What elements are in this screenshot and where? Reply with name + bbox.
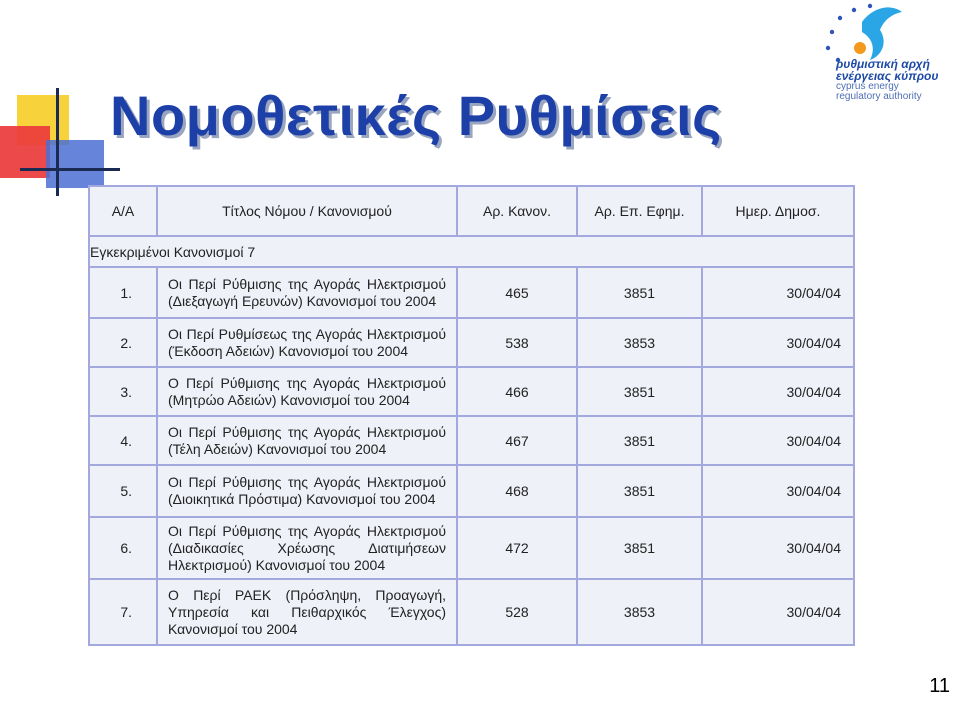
row-title: Ο Περί ΡΑΕΚ (Πρόσληψη, Προαγωγή, Υπηρεσία και Πειθαρχικός Έλεγχος) Κανονισμοί του 2004 <box>157 579 457 645</box>
page-number: 11 <box>929 675 950 697</box>
row-number: 4. <box>89 416 157 465</box>
row-gazette-no: 3851 <box>577 465 702 517</box>
decor-vertical-line <box>56 88 59 196</box>
row-reg-no: 528 <box>457 579 577 645</box>
header-pub-date: Ημερ. Δημοσ. <box>702 186 854 236</box>
row-number: 1. <box>89 267 157 318</box>
row-number: 7. <box>89 579 157 645</box>
row-gazette-no: 3851 <box>577 517 702 579</box>
logo-line-3: cyprus energy <box>836 81 899 92</box>
slide-title: Νομοθετικές Ρυθμίσεις <box>110 84 722 147</box>
logo-line-1: ρυθμιστική αρχή <box>836 57 930 71</box>
row-date: 30/04/04 <box>702 416 854 465</box>
logo-line-4: regulatory authority <box>836 91 922 102</box>
row-number: 3. <box>89 367 157 416</box>
row-date: 30/04/04 <box>702 367 854 416</box>
row-date: 30/04/04 <box>702 267 854 318</box>
row-title: Οι Περί Ρύθμισης της Αγοράς Ηλεκτρισμού (Διεξαγωγή Ερευνών) Κανονισμοί του 2004 <box>157 267 457 318</box>
table-header-row <box>89 186 854 236</box>
row-reg-no: 538 <box>457 318 577 367</box>
row-date: 30/04/04 <box>702 465 854 517</box>
row-reg-no: 472 <box>457 517 577 579</box>
header-aa: Α/Α <box>89 186 157 236</box>
row-date: 30/04/04 <box>702 517 854 579</box>
row-title: Οι Περί Ρύθμισης της Αγοράς Ηλεκτρισμού (Διαδικασίες Χρέωσης Διατιμήσεων Ηλεκτρισμού) Κανονισμοί του 2004 <box>157 517 457 579</box>
row-date: 30/04/04 <box>702 579 854 645</box>
row-gazette-no: 3851 <box>577 416 702 465</box>
table-row <box>89 579 854 645</box>
row-reg-no: 466 <box>457 367 577 416</box>
table-row <box>89 267 854 318</box>
row-reg-no: 465 <box>457 267 577 318</box>
row-reg-no: 467 <box>457 416 577 465</box>
row-date: 30/04/04 <box>702 318 854 367</box>
logo-line-2: ενέργειας κύπρου <box>836 69 939 83</box>
header-reg-no: Αρ. Κανον. <box>457 186 577 236</box>
table-row <box>89 517 854 579</box>
row-number: 5. <box>89 465 157 517</box>
decor-blue-square <box>46 140 104 188</box>
row-title: Οι Περί Ρύθμισης της Αγοράς Ηλεκτρισμού (Τέλη Αδειών) Κανονισμοί του 2004 <box>157 416 457 465</box>
row-reg-no: 468 <box>457 465 577 517</box>
table-row <box>89 416 854 465</box>
row-gazette-no: 3851 <box>577 367 702 416</box>
row-gazette-no: 3853 <box>577 579 702 645</box>
row-title: Οι Περί Ρύθμισης της Αγοράς Ηλεκτρισμού (Διοικητικά Πρόστιμα) Κανονισμοί του 2004 <box>157 465 457 517</box>
header-title: Τίτλος Νόμου / Κανονισμού <box>157 186 457 236</box>
header-gazette-no: Αρ. Επ. Εφημ. <box>577 186 702 236</box>
group-label: Εγκεκριμένοι Κανονισμοί 7 <box>89 236 854 267</box>
logo-text <box>836 58 960 102</box>
row-gazette-no: 3851 <box>577 267 702 318</box>
decor-horizontal-line <box>20 168 120 171</box>
row-number: 2. <box>89 318 157 367</box>
row-title: Ο Περί Ρύθμισης της Αγοράς Ηλεκτρισμού (Μητρώο Αδειών) Κανονισμοί του 2004 <box>157 367 457 416</box>
row-gazette-no: 3853 <box>577 318 702 367</box>
regulations-table <box>88 185 855 646</box>
row-title: Οι Περί Ρυθμίσεως της Αγοράς Ηλεκτρισμού (Έκδοση Αδειών) Κανονισμοί του 2004 <box>157 318 457 367</box>
table-row <box>89 465 854 517</box>
table-row <box>89 318 854 367</box>
table-row <box>89 367 854 416</box>
group-row <box>89 236 854 267</box>
row-number: 6. <box>89 517 157 579</box>
